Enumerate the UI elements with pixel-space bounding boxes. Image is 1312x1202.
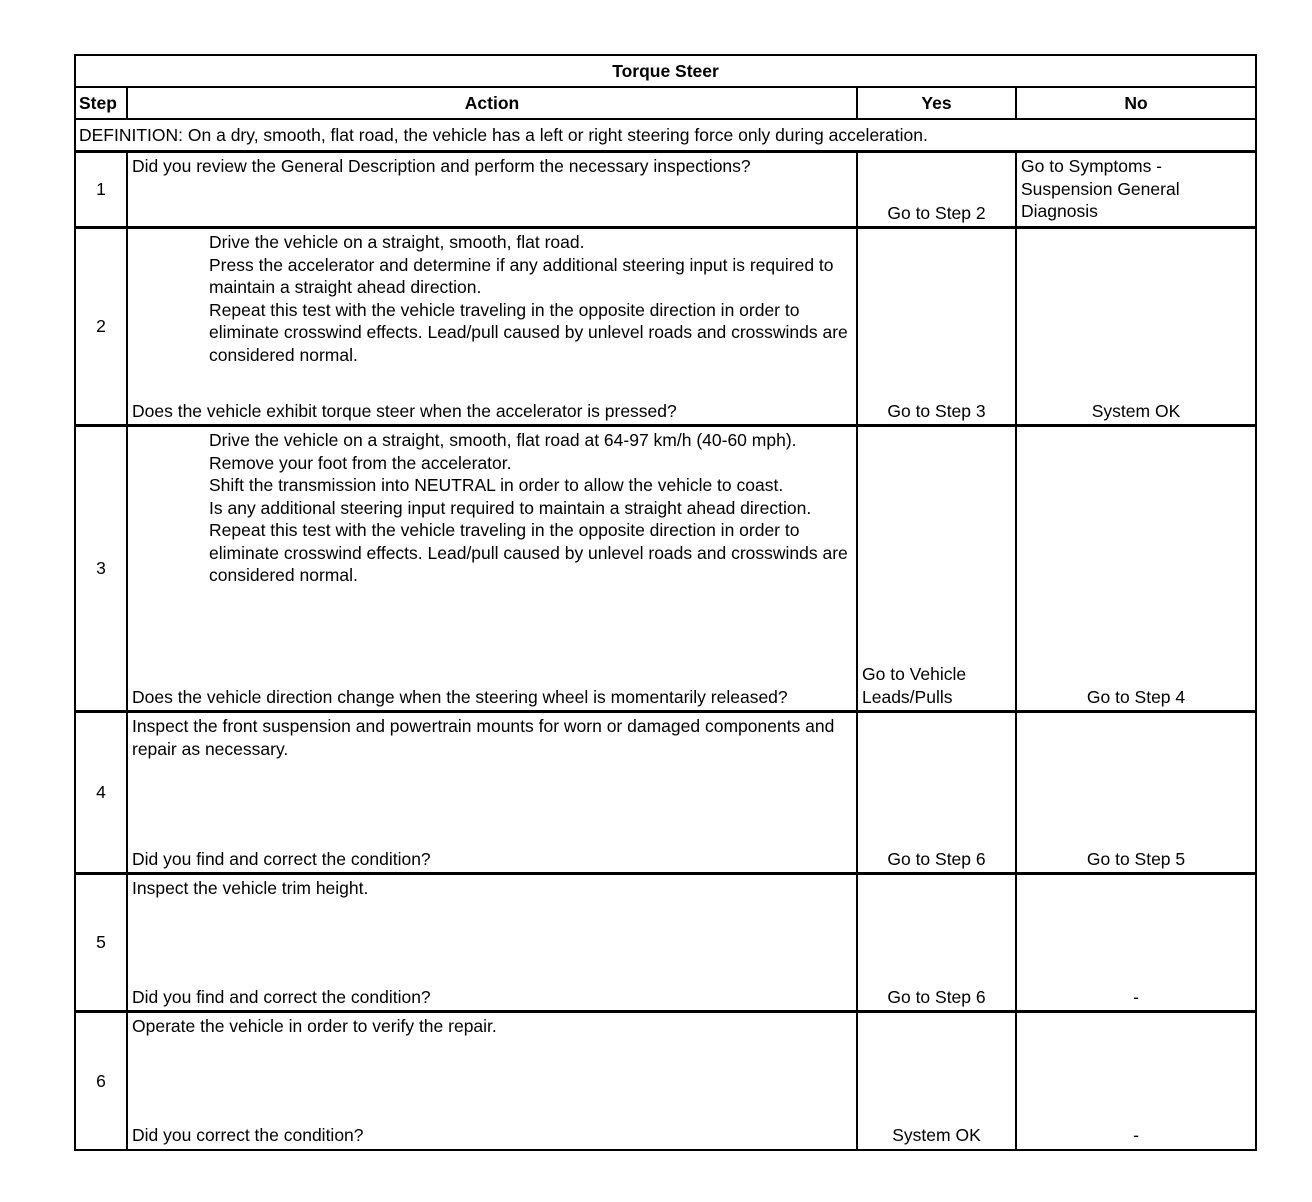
no-cell	[1016, 426, 1256, 712]
yes-result: Go to Step 2	[887, 202, 986, 223]
table-row	[75, 426, 1256, 712]
definition-text: DEFINITION: On a dry, smooth, flat road, the vehicle has a left or right steering force only during acceleration.	[75, 119, 1256, 152]
action-text: Did you review the General Description and perform the necessary inspections?	[132, 156, 751, 176]
action-cell	[127, 1012, 857, 1150]
no-cell	[1016, 228, 1256, 426]
yes-result: Go to Step 6	[887, 848, 986, 869]
header-no: No	[1016, 87, 1256, 119]
step-number: 6	[75, 1012, 127, 1150]
no-result: Go to Symptoms - Suspension General Diagnosis	[1021, 156, 1180, 221]
table-title: Torque Steer	[75, 55, 1256, 87]
action-line: Drive the vehicle on a straight, smooth, flat road at 64-97 km/h (40-60 mph).	[209, 430, 797, 450]
action-cell	[127, 152, 857, 228]
action-cell	[127, 874, 857, 1012]
header-row	[75, 87, 1256, 119]
yes-cell	[857, 152, 1016, 228]
header-yes: Yes	[857, 87, 1016, 119]
definition-row	[75, 119, 1256, 152]
no-cell	[1016, 152, 1256, 228]
yes-result: Go to Step 6	[887, 986, 986, 1007]
action-question: Does the vehicle exhibit torque steer when the accelerator is pressed?	[132, 400, 677, 421]
action-line: Press the accelerator and determine if any additional steering input is required to maintain a straight ahead direction.	[209, 254, 834, 297]
yes-result: Go to Step 3	[887, 400, 986, 421]
action-steps	[128, 427, 856, 587]
action-question: Did you find and correct the condition?	[132, 986, 431, 1007]
yes-cell	[857, 426, 1016, 712]
action-line: Repeat this test with the vehicle traveling in the opposite direction in order to eliminate crosswind effects. Lead/pull caused by unlevel roads and crosswinds are considered normal.	[209, 520, 848, 585]
action-cell	[127, 712, 857, 874]
yes-cell	[857, 1012, 1016, 1150]
yes-cell	[857, 874, 1016, 1012]
table-row	[75, 874, 1256, 1012]
action-line: Remove your foot from the accelerator.	[209, 452, 512, 473]
action-question: Did you find and correct the condition?	[132, 848, 431, 869]
action-cell	[127, 228, 857, 426]
yes-result: System OK	[892, 1125, 981, 1145]
no-cell	[1016, 1012, 1256, 1150]
no-result: Go to Step 4	[1086, 686, 1186, 707]
step-number: 2	[75, 228, 127, 426]
no-result: Go to Step 5	[1086, 848, 1186, 869]
torque-steer-table	[74, 54, 1257, 1151]
table-row	[75, 1012, 1256, 1150]
header-step: Step	[75, 87, 127, 119]
action-text: Inspect the front suspension and powertrain mounts for worn or damaged components and repair as necessary.	[132, 716, 835, 759]
action-question: Did you correct the condition?	[132, 1125, 364, 1145]
no-cell	[1016, 874, 1256, 1012]
action-steps	[128, 229, 856, 366]
step-number: 3	[75, 426, 127, 712]
action-text: Operate the vehicle in order to verify the repair.	[132, 1016, 497, 1036]
no-result: System OK	[1091, 400, 1181, 421]
action-line: Repeat this test with the vehicle traveling in the opposite direction in order to eliminate crosswind effects. Lead/pull caused by unlevel roads and crosswinds are considered normal.	[209, 299, 848, 365]
no-result: -	[1133, 1125, 1139, 1145]
header-action: Action	[127, 87, 857, 119]
step-number: 5	[75, 874, 127, 1012]
no-result: -	[1133, 986, 1139, 1007]
document-page	[74, 54, 1255, 1151]
step-number: 4	[75, 712, 127, 874]
table-row	[75, 228, 1256, 426]
title-row	[75, 55, 1256, 87]
action-line: Is any additional steering input required to maintain a straight ahead direction.	[209, 497, 812, 518]
action-line: Drive the vehicle on a straight, smooth, flat road.	[209, 232, 585, 252]
action-cell	[127, 426, 857, 712]
no-cell	[1016, 712, 1256, 874]
action-text: Inspect the vehicle trim height.	[132, 878, 369, 898]
action-question: Does the vehicle direction change when the steering wheel is momentarily released?	[132, 686, 788, 707]
yes-result: Go to Vehicle Leads/Pulls	[862, 664, 967, 707]
action-line: Shift the transmission into NEUTRAL in order to allow the vehicle to coast.	[209, 475, 784, 495]
step-number: 1	[75, 152, 127, 228]
table-row	[75, 712, 1256, 874]
yes-cell	[857, 228, 1016, 426]
yes-cell	[857, 712, 1016, 874]
table-row	[75, 152, 1256, 228]
